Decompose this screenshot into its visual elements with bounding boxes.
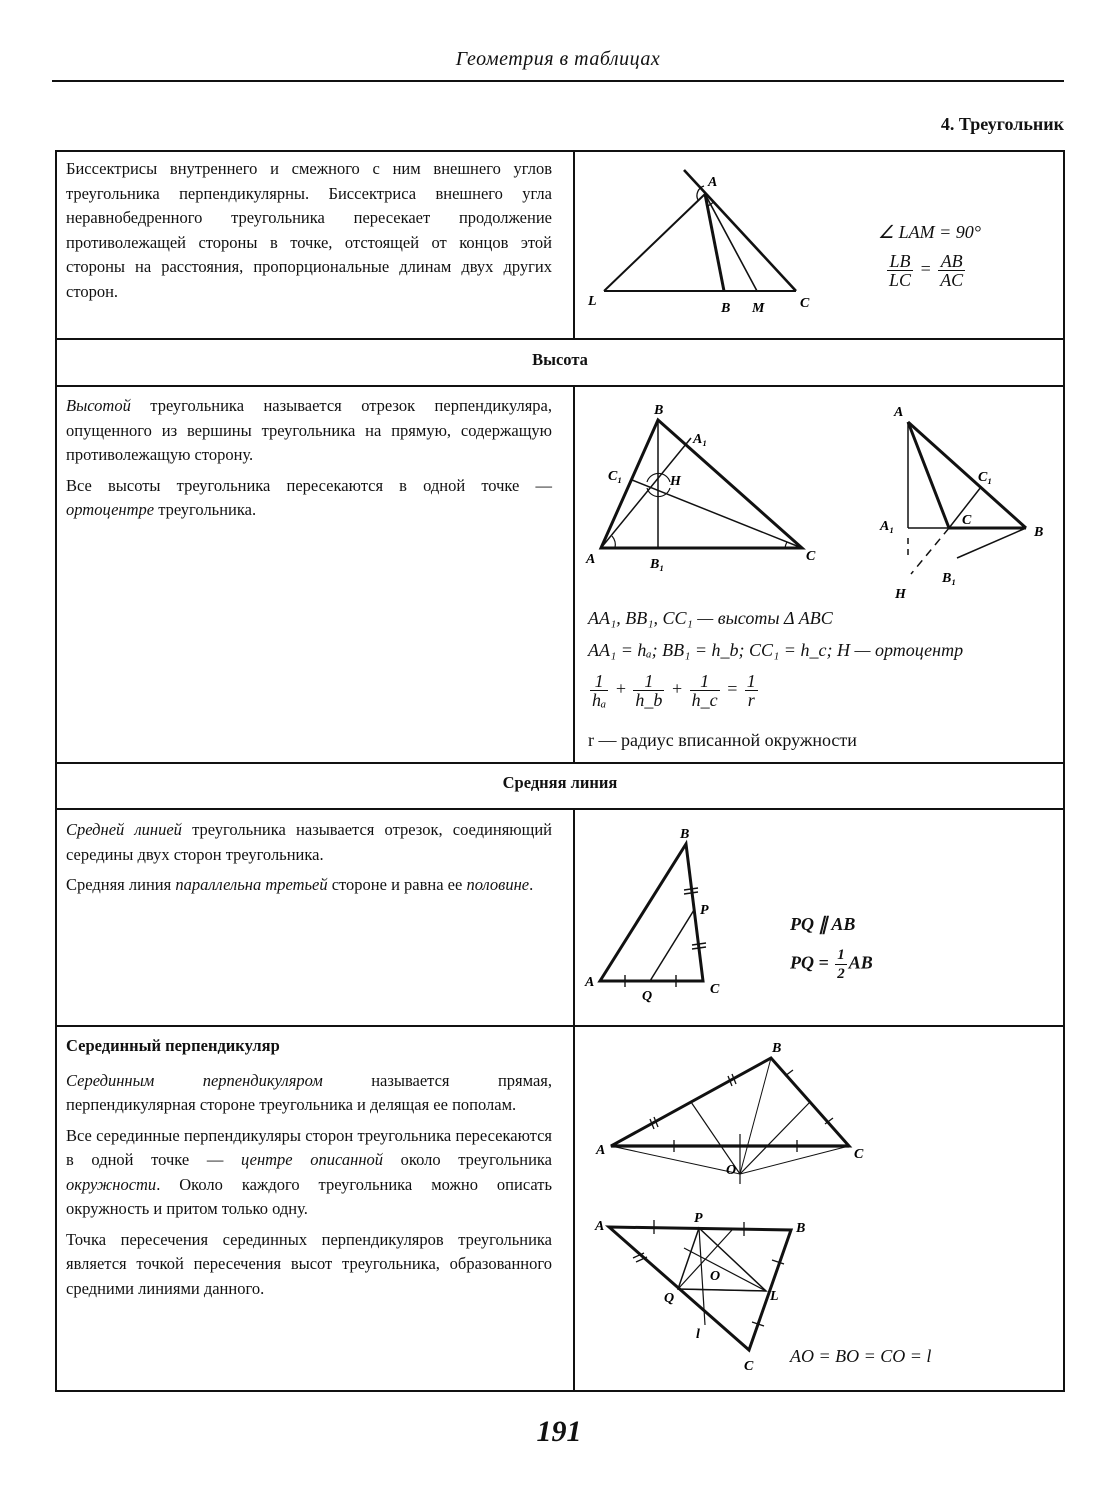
perp-figure-medial [592, 1210, 812, 1380]
segment-ao [611, 1146, 740, 1174]
midline-text [66, 818, 552, 904]
text-run: треугольника. [154, 500, 257, 519]
segment-bo [740, 1058, 771, 1174]
tick-mark [692, 947, 706, 949]
column-divider [573, 385, 575, 762]
equals-sign: = [919, 258, 932, 279]
text-run: стороне и равна ее [327, 875, 467, 894]
text-run: . Около каждого треугольника можно описать окружность и притом только одну. [66, 1174, 552, 1218]
label-h: H [670, 474, 681, 489]
altitude-figure-acute [580, 398, 830, 578]
text-run: треугольника называется отрезок перпендикуляра, опущенного из вершины треугольника на прямую, содержащую противолежащую сторону. [66, 396, 552, 464]
formula-half [790, 946, 873, 983]
term: центре описанной [240, 1150, 384, 1169]
formula-ratio [885, 252, 967, 289]
tick-mark [684, 888, 698, 890]
midline-pq [650, 910, 694, 981]
numerator: 1 [590, 672, 608, 691]
midline-figure [580, 818, 740, 1008]
numerator: 1 [837, 947, 845, 963]
denominator: LC [889, 270, 912, 290]
term: параллельна третьей [175, 875, 328, 894]
altitude-aa1 [601, 438, 691, 548]
numerator: 1 [633, 672, 664, 691]
label-a: A [708, 175, 718, 190]
column-divider [573, 150, 575, 338]
label-c: C [710, 982, 720, 997]
altitude-line [678, 1230, 732, 1289]
label-c: C [854, 1147, 864, 1162]
segment-co [740, 1146, 849, 1174]
triangle-abc [600, 844, 703, 981]
term: половине [466, 875, 530, 894]
label-h: H [895, 587, 906, 602]
midline-property [66, 873, 552, 898]
label-a: A [585, 975, 595, 990]
numerator: AB [938, 252, 965, 271]
formula-altitudes: AA₁, BB₁, CC₁ — высоты Δ ABC [588, 608, 833, 628]
fraction-lb-lc [887, 252, 913, 289]
label-b: B [772, 1041, 782, 1056]
label-b: B [654, 403, 664, 418]
label-b: B [1034, 525, 1044, 540]
divider [55, 762, 1065, 764]
column-divider [573, 808, 575, 1392]
fraction-ab-ac [938, 252, 965, 289]
text-run: называется прямая, перпендикулярная стороне треугольника и делящая ее пополам. [66, 1070, 552, 1114]
numerator: 1 [690, 672, 720, 691]
text-run: . [529, 875, 534, 894]
label-c: C [744, 1359, 754, 1374]
text-run: AB [848, 952, 873, 973]
altitude-text [66, 394, 552, 529]
bisector-paragraph: Биссектрисы внутреннего и смежного с ним внешнего углов треугольника перпендикулярны. Биссектриса внешнего угла неравнобедренного треугольника пересекает продолжение противолежащей стороны в точке, отстоящей от концов этой стороны на расстояния, пропорциональные длинам двух других сторон. [66, 159, 552, 301]
label-o: O [726, 1163, 737, 1178]
equals-sign: = [726, 678, 739, 699]
label-c: C [800, 296, 810, 311]
denominator: 2 [837, 966, 845, 982]
perp-circumcenter [66, 1124, 552, 1222]
bisector-text [66, 157, 552, 310]
label-m: M [752, 301, 765, 316]
term: Серединным перпендикуляром [66, 1070, 323, 1090]
label-p: P [694, 1211, 703, 1226]
label-p: P [700, 903, 709, 918]
term: ортоцентре [66, 500, 155, 519]
formula-angle: ∠ LAM = 90° [878, 222, 981, 242]
angle-mark [612, 536, 615, 548]
side-ac [908, 422, 949, 528]
running-header [52, 40, 1064, 82]
heading-altitude: Высота [532, 350, 588, 369]
page-number: 191 [536, 1415, 582, 1448]
label-b: B [796, 1221, 806, 1236]
label-c: C [806, 549, 816, 564]
label-o: O [710, 1269, 721, 1284]
label-a1: A₁ [880, 519, 895, 534]
triangle-abc [611, 1058, 849, 1146]
heading-perp-bisector: Серединный перпендикуляр [66, 1036, 280, 1055]
numerator: 1 [746, 671, 756, 691]
medial-triangle [678, 1228, 766, 1291]
label-a: A [586, 552, 596, 567]
fraction [590, 672, 608, 709]
denominator: hₐ [592, 690, 607, 710]
term: Высотой [66, 396, 131, 415]
formula-circumradius: AO = BO = CO = l [790, 1346, 932, 1366]
label-a: A [894, 405, 904, 420]
dashed-extension [911, 528, 949, 574]
label-c1: C₁ [978, 470, 993, 485]
perp-figure-obtuse [592, 1034, 872, 1194]
altitude-bb1 [957, 528, 1026, 558]
divider [55, 1025, 1065, 1027]
label-b1: B₁ [650, 557, 665, 572]
text-run: PQ = [790, 952, 829, 973]
text-run: Все высоты треугольника пересекаются в одной точке — [66, 475, 552, 495]
numerator: LB [887, 252, 913, 271]
altitude-definition [66, 394, 552, 468]
section-title: 4. Треугольник [940, 114, 1064, 134]
book-title: Геометрия в таблицах [455, 48, 661, 70]
formula-radius-note: r — радиус вписанной окружности [588, 730, 857, 750]
denominator: AC [940, 270, 964, 290]
label-b: B [721, 301, 731, 316]
perp-bisector-bc [740, 1102, 810, 1174]
fraction [690, 672, 720, 709]
altitude-orthocenter [66, 474, 552, 523]
label-l: L [588, 294, 597, 309]
heading-midline: Средняя линия [502, 773, 618, 792]
label-q: Q [664, 1291, 675, 1306]
denominator: h_b [635, 690, 663, 710]
term: Средней линией [66, 820, 182, 839]
denominator: r [747, 690, 755, 710]
label-b1: B₁ [942, 571, 957, 586]
label-c1: C₁ [608, 469, 623, 484]
label-a: A [595, 1219, 605, 1234]
text-run: Средняя линия [66, 875, 176, 894]
plus-sign: + [670, 678, 684, 699]
side-la [604, 194, 705, 291]
fraction-one-half [835, 946, 847, 983]
bisector-figure [578, 160, 838, 330]
label-l: L [770, 1289, 779, 1304]
text-run: треугольника называется отрезок, соединяющий середины двух сторон треугольника. [66, 820, 552, 864]
label-b: B [680, 827, 690, 842]
fraction [633, 672, 664, 709]
text-run: Все серединные перпендикуляры сторон треугольника пересекаются в одной точке — [66, 1125, 552, 1169]
divider [55, 385, 1065, 387]
label-q: Q [642, 989, 653, 1004]
bisector-am [705, 194, 757, 291]
midline-definition [66, 818, 552, 867]
divider [55, 338, 1065, 340]
formula-reciprocal-sum [588, 672, 760, 709]
altitude-figure-obtuse [870, 398, 1060, 603]
perp-medial-triangle: Точка пересечения серединных перпендикуляров треугольника является точкой пересечения высот треугольника, образованного средними линиями данного. [66, 1229, 552, 1298]
divider [55, 808, 1065, 810]
plus-sign: + [614, 678, 627, 699]
perp-text [66, 1034, 552, 1307]
label-a: A [596, 1143, 606, 1158]
formula-parallel: PQ ∥ AB [790, 914, 856, 934]
formula-orthocenter: AA₁ = hₐ; BB₁ = h_b; CC₁ = h_c; H — ортоцентр [588, 640, 964, 660]
denominator: h_c [691, 690, 718, 710]
text-run: около треугольника [383, 1150, 552, 1169]
label-a1: A₁ [693, 432, 708, 447]
tick-mark [692, 943, 706, 945]
perp-definition [66, 1069, 552, 1118]
term: окружности [66, 1174, 157, 1194]
label-small-l: l [696, 1327, 700, 1342]
label-c: C [962, 513, 972, 528]
tick-mark [684, 892, 698, 894]
fraction [745, 672, 758, 709]
